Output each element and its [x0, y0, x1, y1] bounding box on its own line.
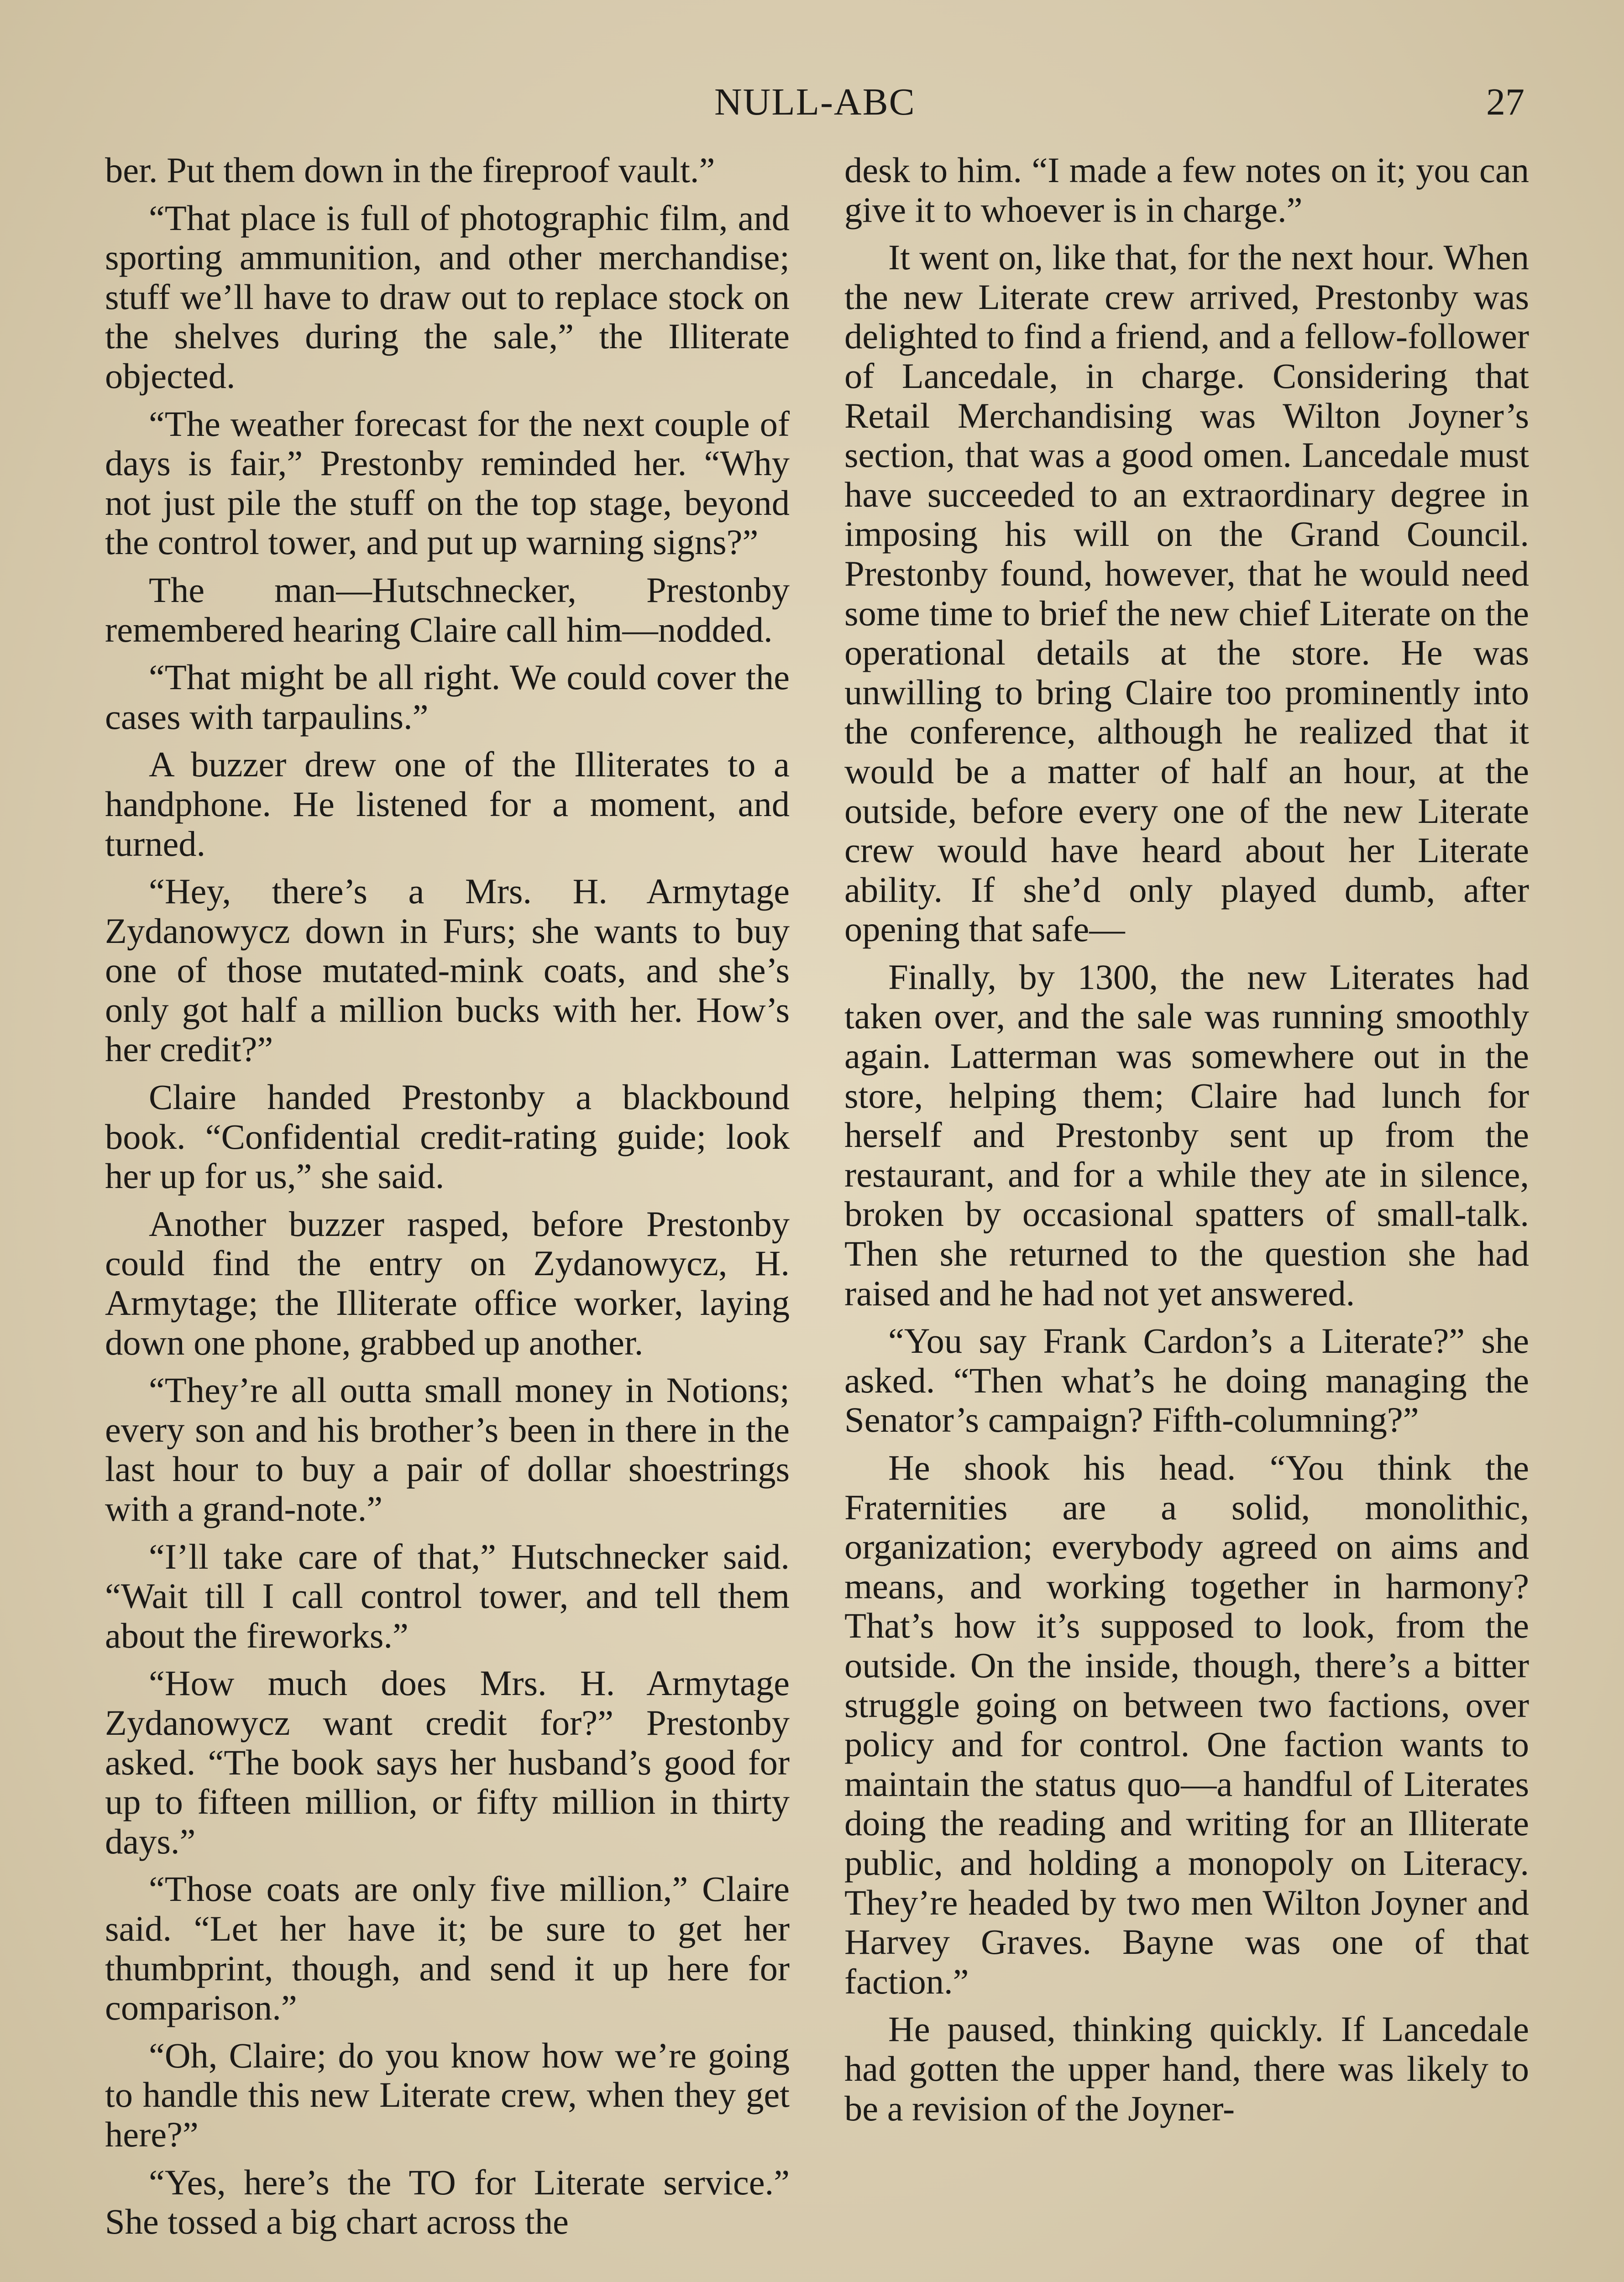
left-text-column	[105, 151, 790, 2250]
paragraph: A buzzer drew one of the Illiterates to a handphone. He listened for a moment, and turned.	[105, 744, 790, 864]
paragraph: desk to him. “I made a few notes on it; you can give it to whoever is in charge.”	[844, 150, 1529, 230]
paragraph: “Yes, here’s the TO for Literate service.” She tossed a big chart across the	[105, 2162, 790, 2242]
running-title: NULL-ABC	[714, 81, 916, 123]
paragraph: He shook his head. “You think the Fraternities are a solid, monolithic, organization; everybody agreed on aims and means, and working together in harmony? That’s how it’s supposed to look, from the outside. On the inside, though, there’s a bitter struggle going on between two factions, over policy and for control. One faction wants to maintain the status quo—a handful of Literates doing the reading and writing for an Illiterate public, and holding a monopoly on Literacy. They’re headed by two men Wilton Joyner and Harvey Graves. Bayne was one of that faction.”	[844, 1448, 1529, 2001]
paragraph: “The weather forecast for the next couple of days is fair,” Prestonby reminded her. “Why not just pile the stuff on the top stage, beyond the control tower, and put up warning signs?”	[105, 403, 790, 562]
paragraph: “Oh, Claire; do you know how we’re going to handle this new Literate crew, when they get here?”	[105, 2035, 790, 2154]
paragraph: The man—Hutschnecker, Prestonby remembered hearing Claire call him—nodded.	[105, 570, 790, 649]
paragraph: “That place is full of photographic film, and sporting ammunition, and other merchandise; stuff we’ll have to draw out to replace stock on the shelves during the sale,” the Illiterate objected.	[105, 198, 790, 396]
paragraph: Another buzzer rasped, before Prestonby could find the entry on Zydanowycz, H. Armytage; the Illiterate office worker, laying down one phone, grabbed up another.	[105, 1204, 790, 1362]
paragraph: ber. Put them down in the fireproof vault.”	[105, 150, 715, 190]
paragraph: Finally, by 1300, the new Literates had taken over, and the sale was running smoothly again. Latterman was somewhere out in the store, helping them; Claire had lunch for herself and Prestonby sent up from the restaurant, and for a while they ate in silence, broken by occasional spatters of small-talk. Then she returned to the question she had raised and he had not yet answered.	[844, 957, 1529, 1313]
paragraph: “How much does Mrs. H. Armytage Zydanowycz want credit for?” Prestonby asked. “The book says her husband’s good for up to fifteen million, or fifty million in thirty days.”	[105, 1663, 790, 1861]
paragraph: It went on, like that, for the next hour. When the new Literate crew arrived, Prestonby was delighted to find a friend, and a fellow-follower of Lancedale, in charge. Considering that Retail Merchandising was Wilton Joyner’s section, that was a good omen. Lancedale must have succeeded to an extraordinary degree in imposing his will on the Grand Council. Prestonby found, however, that he would need some time to brief the new chief Literate on the operational details at the store. He was unwilling to bring Claire too prominently into the conference, although he realized that it would be a matter of half an hour, at the outside, before every one of the new Literate crew would have heard about her Literate ability. If she’d only played dumb, after opening that safe—	[844, 237, 1529, 949]
paragraph: “That might be all right. We could cover the cases with tarpaulins.”	[105, 657, 790, 737]
page-header	[105, 80, 1524, 135]
right-text-column	[844, 151, 1529, 2136]
paragraph: “Hey, there’s a Mrs. H. Armytage Zydanowycz down in Furs; she wants to buy one of those mutated-mink coats, and she’s only got half a million bucks with her. How’s her credit?”	[105, 871, 790, 1069]
page-number: 27	[1486, 81, 1524, 123]
paragraph: “You say Frank Cardon’s a Literate?” she asked. “Then what’s he doing managing the Senator’s campaign? Fifth-columning?”	[844, 1321, 1529, 1440]
paragraph: He paused, thinking quickly. If Lancedale had gotten the upper hand, there was likely to be a revision of the Joyner-	[844, 2009, 1529, 2128]
paragraph: “They’re all outta small money in Notions; every son and his brother’s been in there in the last hour to buy a pair of dollar shoestrings with a grand-note.”	[105, 1370, 790, 1528]
paragraph: “I’ll take care of that,” Hutschnecker said. “Wait till I call control tower, and tell them about the fireworks.”	[105, 1536, 790, 1655]
paragraph: “Those coats are only five million,” Claire said. “Let her have it; be sure to get her thumbprint, though, and send it up here for comparison.”	[105, 1869, 790, 2028]
paragraph: Claire handed Prestonby a blackbound book. “Confidential credit-rating guide; look her up for us,” she said.	[105, 1077, 790, 1196]
